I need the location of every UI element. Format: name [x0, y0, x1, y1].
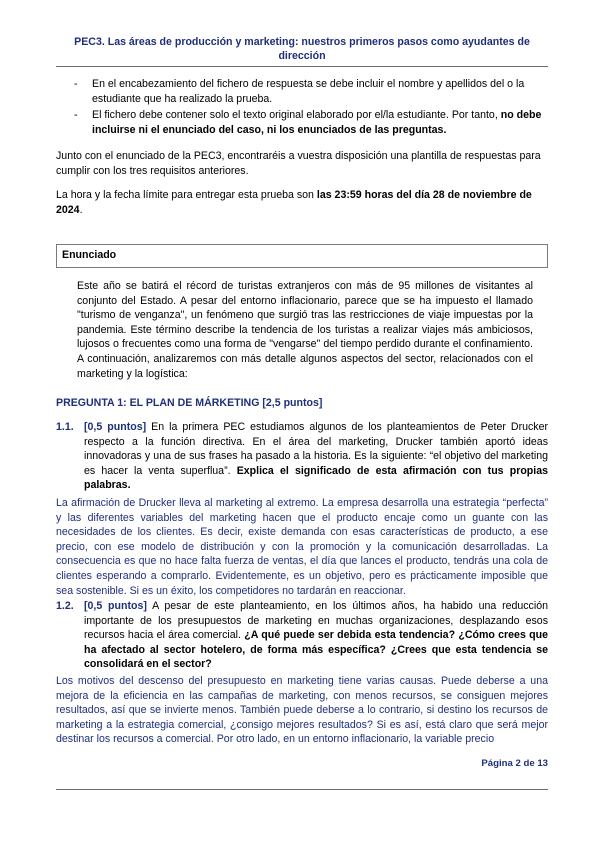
bullet-text	[92, 108, 548, 137]
question-ask: Explica el significado de esta afirmación con tus propias palabras.	[84, 464, 548, 492]
bullet-marker: -	[74, 109, 78, 122]
question-points: [0,5 puntos]	[84, 600, 147, 612]
question-body: A pesar de este planteamiento, en los últimos años, ha habido una reducción importante de los presupuestos de marketing en muchas organizaciones, desplazando esos recursos hacia el área comercial.	[84, 600, 548, 642]
question-1-2	[56, 599, 548, 672]
page-header-title: PEC3. Las áreas de producción y marketing: nuestros primeros pasos como ayudantes de dirección	[74, 36, 530, 62]
bullet-text-plain: El fichero debe contener solo el texto original elaborado por el/la estudiante. Por tanto,	[92, 109, 501, 122]
footer-divider	[56, 789, 548, 790]
question-text	[84, 420, 548, 493]
bullet-text: En el encabezamiento del fichero de respuesta se debe incluir el nombre y apellidos del o la estudiante que ha realizado la prueba.	[92, 78, 525, 105]
deadline-paragraph	[56, 188, 548, 217]
question-text	[84, 599, 548, 672]
question-number: 1.2.	[56, 600, 74, 612]
question-number: 1.1.	[56, 421, 74, 433]
list-item	[56, 108, 548, 137]
deadline-bold: las 23:59 horas del día 28 de noviembre de 2024	[56, 189, 532, 216]
question-ask: ¿A qué puede ser debida esta tendencia? ¿Cómo crees que ha afectado al sector hotelero, de forma más específica? ¿Crees que esta tendencia se consolidará en el sector?	[84, 629, 548, 671]
list-item	[56, 77, 548, 106]
bullet-marker: -	[74, 78, 78, 90]
enunciado-box: Enunciado	[56, 244, 548, 268]
header-divider	[56, 66, 548, 67]
answer-1-2: Los motivos del descenso del presupuesto en marketing tiene varias causas. Puede deberse a una mejora de la eficiencia en las campañas de marketing, con menos recursos, se consiguen mejores resultados, así que se invierte menos. También puede deberse a lo contrario, si destino los recursos de marketing a la estrategia comercial, ¿consigo mejores resultados? Si es así, está claro que será mejor destinar los recursos a comercial. Por otro lado, en un entorno inflacionario, la variable precio	[56, 675, 548, 746]
enunciado-body: Este año se batirá el récord de turistas extranjeros con más de 95 millones de visitantes al conjunto del Estado. A pesar del entorno inflacionario, parece que se ha impuesto el llamado "turismo de venganza", un fenómeno que surgió tras las restricciones de viaje impuestas por la pandemia. Este término describe la tendencia de los turistas a realizar viajes más ambiciosos, lujosos o frecuentes como una forma de "vengarse" del tiempo perdido durante el confinamiento. A continuación, analizaremos con más detalle algunos aspectos del sector, relacionados con el marketing y la logística:	[77, 280, 533, 380]
question-body: En la primera PEC estudiamos algunos de los planteamientos de Peter Drucker respecto a la función directiva. En el área del marketing, Drucker también aportó ideas innovadoras y una de sus frases ha pasado a la historia. Es la siguiente: “el objetivo del marketing es hacer la venta superflua”.	[84, 421, 549, 477]
question-1-1	[56, 420, 548, 493]
page-number: Página 2 de 13	[481, 758, 548, 769]
bullet-text-bold: no debe incluirse ni el enunciado del caso, ni los enunciados de las preguntas.	[92, 109, 542, 136]
requirements-list	[56, 77, 548, 139]
deadline-end: .	[79, 203, 83, 216]
intro-paragraph: Junto con el enunciado de la PEC3, encontraréis a vuestra disposición una plantilla de respuestas para cumplir con los tres requisitos anteriores.	[56, 150, 541, 177]
question-1-heading: PREGUNTA 1: EL PLAN DE MÁRKETING [2,5 puntos]	[56, 397, 323, 409]
question-points: [0,5 puntos]	[84, 421, 147, 433]
deadline-plain: La hora y la fecha límite para entregar esta prueba son	[56, 189, 317, 201]
answer-1-1: La afirmación de Drucker lleva al marketing al extremo. La empresa desarrolla una estrategia “perfecta” y las diferentes variables del marketing hacen que el producto encaje como un guante con las necesidades de los clientes. Es decir, existe demanda con esas características de producto, a ese precio, con ese modelo de distribución y con la promoción y la comunicación desarrolladas. La consecuencia es que no hace falta fuerza de ventas, el día que lances el producto, tendrás una cola de clientes esperando a comprarlo. Evidentemente, es un objetivo, pero es prácticamente imposible que sea sostenible. Si es un éxito, los competidores no tardarán en reaccionar.	[56, 497, 548, 597]
